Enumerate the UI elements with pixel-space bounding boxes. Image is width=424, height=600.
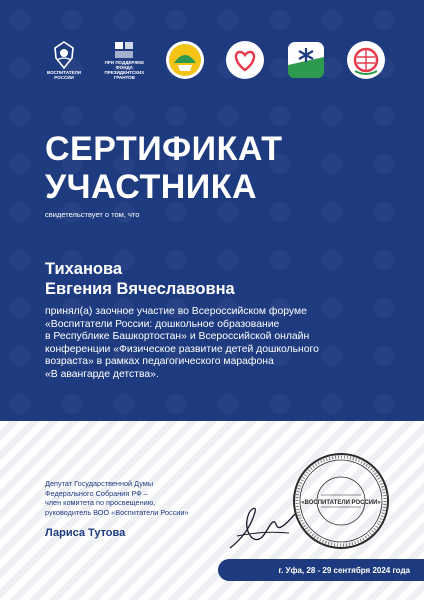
ok-logo — [221, 34, 269, 86]
education-globe-logo — [342, 34, 390, 86]
heart-logo-icon — [224, 39, 266, 81]
presidential-grants-fund-logo — [100, 34, 148, 86]
green-snowflake-logo — [282, 34, 330, 86]
place-date-text: г. Уфа, 28 - 29 сентября 2024 года — [278, 565, 410, 575]
title-line-1: СЕРТИФИКАТ — [45, 130, 283, 168]
globe-logo-icon — [345, 39, 387, 81]
grants-fund-caption: ПРИ ПОДДЕРЖКЕ ФОНДА ПРЕЗИДЕНТСКИХ ГРАНТОВ — [104, 60, 145, 80]
participant-surname: Тиханова — [45, 260, 123, 278]
signer-position: Депутат Государственной Думы Федерального Собрания РФ – член комитета по просвещению, руководитель ВОО «Воспитатели России» — [45, 479, 189, 517]
participant-given-names: Евгения Вячеславовна — [45, 280, 235, 298]
vospitateli-logo-caption: ВОСПИТАТЕЛИ РОССИИ — [47, 70, 81, 80]
grants-fund-icon — [113, 40, 135, 60]
emblem-icon — [51, 40, 77, 70]
stamp-center-text: «ВОСПИТАТЕЛИ РОССИИ» — [301, 500, 381, 506]
bashkortostan-emblem-icon — [164, 39, 206, 81]
snowflake-logo-icon — [285, 39, 327, 81]
place-date-banner — [218, 559, 424, 581]
certificate-title — [45, 130, 283, 206]
participation-statement: принял(а) заочное участие во Всероссийском форуме «Воспитатели России: дошкольное образование в Республике Башкортостан» и Всероссийской онлайн конференции «Физическое развитие детей дошкольного возраста» в рамках педагогического марафона «В авангарде детства». — [45, 306, 319, 380]
bashkortostan-emblem-logo — [161, 34, 209, 86]
certificate-subtitle: свидетельствует о том, что — [45, 210, 140, 219]
title-line-2: УЧАСТНИКА — [45, 168, 258, 206]
handwritten-signature — [225, 500, 300, 555]
official-stamp — [291, 451, 391, 551]
participant-name — [45, 259, 235, 299]
partner-logos — [40, 32, 390, 88]
signer-name: Лариса Тутова — [45, 527, 126, 539]
vospitateli-rossii-logo — [40, 34, 88, 86]
